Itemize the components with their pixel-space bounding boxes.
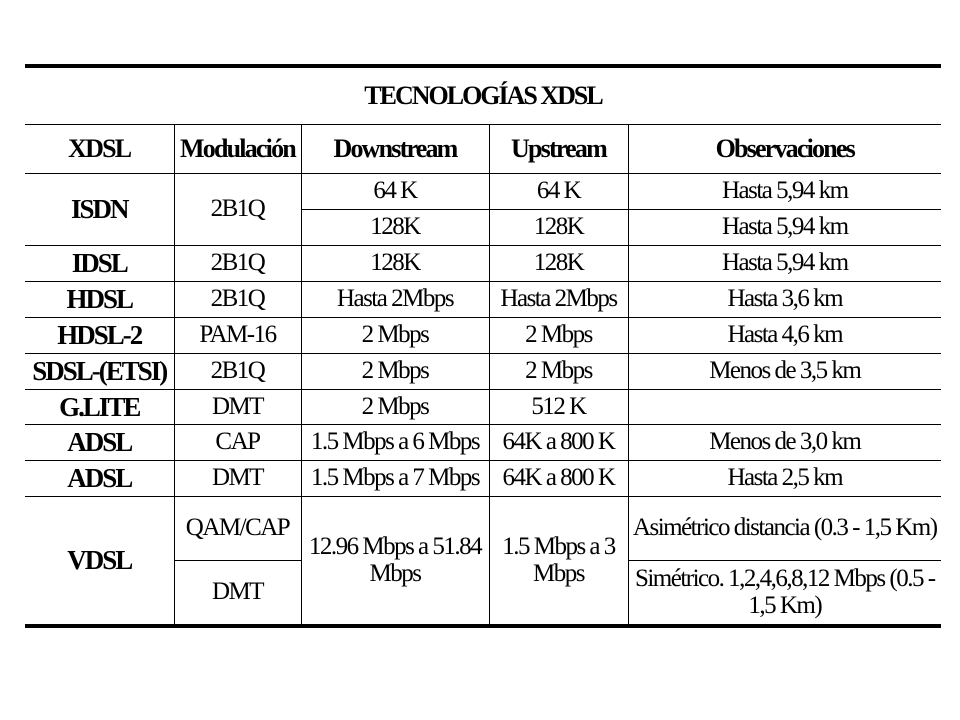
- cell-observations: Hasta 4,6 km: [628, 318, 941, 354]
- cell-modulation: DMT: [174, 461, 301, 497]
- table: [25, 64, 941, 628]
- cell-upstream: 64K a 800 K: [489, 425, 628, 461]
- cell-observations: Hasta 5,94 km: [628, 174, 941, 210]
- table-row-isdn: [25, 174, 941, 210]
- header-upstream: Upstream: [489, 125, 628, 174]
- cell-modulation: 2B1Q: [174, 174, 301, 246]
- cell-modulation: 2B1Q: [174, 354, 301, 390]
- cell-observations: [628, 390, 941, 425]
- cell-modulation: PAM-16: [174, 318, 301, 354]
- cell-upstream: 1.5 Mbps a 3 Mbps: [489, 497, 628, 627]
- cell-modulation: DMT: [174, 561, 301, 627]
- table-row-hdsl-2: [25, 318, 941, 354]
- cell-xdsl: ISDN: [25, 174, 174, 246]
- cell-xdsl: VDSL: [25, 497, 174, 627]
- cell-xdsl: G.LITE: [25, 390, 174, 425]
- table-row-idsl: [25, 246, 941, 282]
- cell-observations: Hasta 2,5 km: [628, 461, 941, 497]
- cell-xdsl: HDSL-2: [25, 318, 174, 354]
- cell-modulation: 2B1Q: [174, 246, 301, 282]
- cell-upstream: 2 Mbps: [489, 354, 628, 390]
- header-observations: Observaciones: [628, 125, 941, 174]
- cell-xdsl: ADSL: [25, 461, 174, 497]
- cell-observations: Hasta 5,94 km: [628, 210, 941, 246]
- xdsl-technologies-table: [25, 64, 941, 628]
- cell-downstream: Hasta 2Mbps: [301, 282, 489, 318]
- table-title: TECNOLOGÍAS XDSL: [25, 66, 941, 125]
- cell-xdsl: ADSL: [25, 425, 174, 461]
- table-row-glite: [25, 390, 941, 425]
- cell-upstream: 64K a 800 K: [489, 461, 628, 497]
- title-row: [25, 66, 941, 125]
- cell-observations: Menos de 3,0 km: [628, 425, 941, 461]
- table-row-sdsl: [25, 354, 941, 390]
- cell-modulation: DMT: [174, 390, 301, 425]
- table-row-adsl-cap: [25, 425, 941, 461]
- table-row-adsl-dmt: [25, 461, 941, 497]
- header-row: [25, 125, 941, 174]
- cell-observations: Menos de 3,5 km: [628, 354, 941, 390]
- cell-xdsl: IDSL: [25, 246, 174, 282]
- cell-observations: Hasta 5,94 km: [628, 246, 941, 282]
- cell-upstream: 128K: [489, 246, 628, 282]
- cell-downstream: 128K: [301, 210, 489, 246]
- cell-downstream: 2 Mbps: [301, 390, 489, 425]
- header-modulation: Modulación: [174, 125, 301, 174]
- cell-upstream: 2 Mbps: [489, 318, 628, 354]
- cell-observations: Hasta 3,6 km: [628, 282, 941, 318]
- cell-downstream: 12.96 Mbps a 51.84 Mbps: [301, 497, 489, 627]
- cell-upstream: 64 K: [489, 174, 628, 210]
- table-row-vdsl: [25, 497, 941, 561]
- cell-upstream: Hasta 2Mbps: [489, 282, 628, 318]
- cell-observations: Asimétrico distancia (0.3 - 1,5 Km): [628, 497, 941, 561]
- header-downstream: Downstream: [301, 125, 489, 174]
- cell-upstream: 128K: [489, 210, 628, 246]
- header-xdsl: XDSL: [25, 125, 174, 174]
- cell-modulation: 2B1Q: [174, 282, 301, 318]
- cell-modulation: CAP: [174, 425, 301, 461]
- cell-downstream: 1.5 Mbps a 6 Mbps: [301, 425, 489, 461]
- cell-downstream: 2 Mbps: [301, 318, 489, 354]
- cell-upstream: 512 K: [489, 390, 628, 425]
- cell-downstream: 1.5 Mbps a 7 Mbps: [301, 461, 489, 497]
- cell-xdsl: HDSL: [25, 282, 174, 318]
- table-row-hdsl: [25, 282, 941, 318]
- cell-downstream: 2 Mbps: [301, 354, 489, 390]
- cell-downstream: 64 K: [301, 174, 489, 210]
- cell-observations: Simétrico. 1,2,4,6,8,12 Mbps (0.5 - 1,5 Km): [628, 561, 941, 627]
- cell-xdsl: SDSL-(ETSI): [25, 354, 174, 390]
- cell-downstream: 128K: [301, 246, 489, 282]
- cell-modulation: QAM/CAP: [174, 497, 301, 561]
